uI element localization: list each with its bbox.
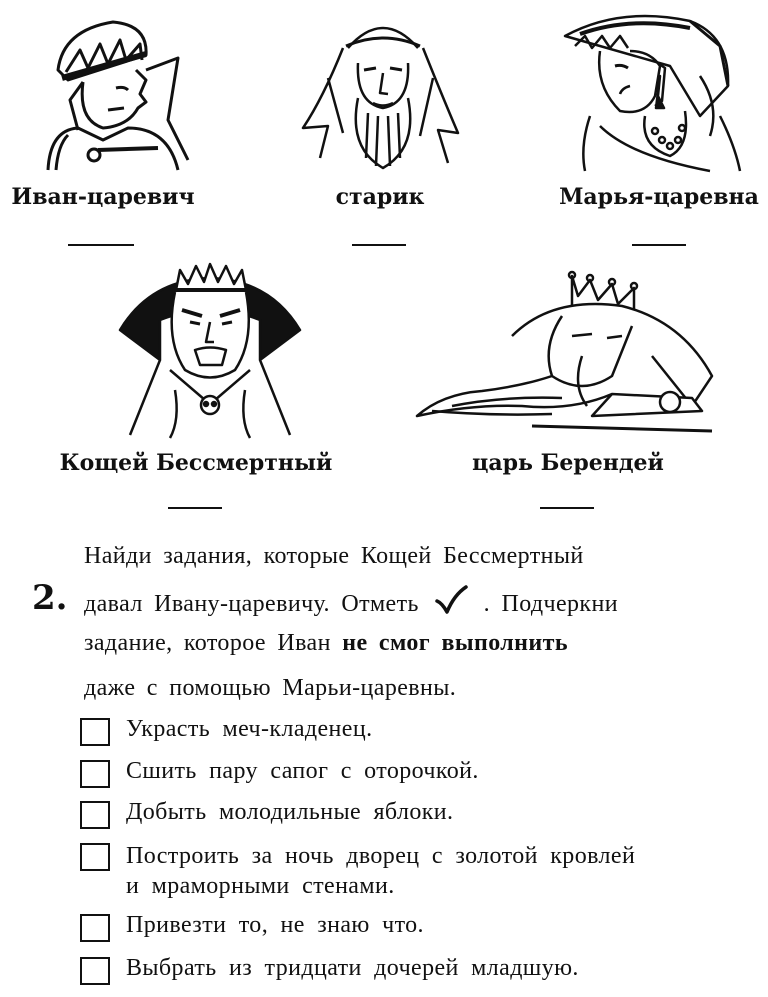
instruction-emphasis: не смог выполнить <box>342 630 568 656</box>
option-checkbox[interactable] <box>80 801 110 829</box>
instruction-line-2 <box>84 585 618 618</box>
option-checkbox[interactable] <box>80 760 110 788</box>
option-text: Украсть меч-кладенец. <box>126 716 373 742</box>
character-name-marya: Марья-царевна <box>559 184 759 210</box>
instruction-text: задание, которое Иван <box>84 630 331 656</box>
character-name-ivan: Иван-царевич <box>11 184 195 210</box>
instruction-text: . Подчеркни <box>483 591 618 617</box>
option-label[interactable] <box>126 758 479 785</box>
instruction-text: Найди задания, которые Кощей Бессмертный <box>84 543 584 569</box>
option-checkbox[interactable] <box>80 914 110 942</box>
instruction-line-1 <box>84 543 584 570</box>
option-label[interactable] <box>126 716 372 743</box>
answer-blank-koschei[interactable] <box>168 507 222 509</box>
princess-portrait-icon <box>560 6 760 176</box>
instruction-text: давал Ивану-царевичу. Отметь <box>84 591 419 617</box>
option-text: Добыть молодильные яблоки. <box>126 799 454 825</box>
option-label[interactable] <box>126 841 635 901</box>
answer-blank-ivan[interactable] <box>68 244 134 246</box>
option-text: Сшить пару сапог с оторочкой. <box>126 758 479 784</box>
checkmark-icon <box>434 585 468 615</box>
king-portrait-icon <box>412 266 722 436</box>
character-name-starik: старик <box>335 184 425 210</box>
answer-blank-starik[interactable] <box>352 244 406 246</box>
answer-blank-berendey[interactable] <box>540 507 594 509</box>
character-name-berendey: царь Берендей <box>472 450 664 476</box>
option-label[interactable] <box>126 955 579 982</box>
instruction-line-4 <box>84 675 456 702</box>
option-text: Выбрать из тридцати дочерей младшую. <box>126 955 579 981</box>
koschei-portrait-icon <box>110 260 310 440</box>
character-name-koschei: Кощей Бессмертный <box>59 450 333 476</box>
option-label[interactable] <box>126 799 453 826</box>
option-text-continued: и мраморными стенами. <box>126 873 395 899</box>
option-checkbox[interactable] <box>80 957 110 985</box>
option-checkbox[interactable] <box>80 718 110 746</box>
task-number: 2. <box>32 578 68 618</box>
option-label[interactable] <box>126 912 424 939</box>
prince-portrait-icon <box>28 10 193 175</box>
instruction-text: даже с помощью Марьи-царевны. <box>84 675 457 701</box>
option-text: Построить за ночь дворец с золотой кровлей <box>126 843 636 869</box>
old-man-portrait-icon <box>298 8 468 173</box>
option-checkbox[interactable] <box>80 843 110 871</box>
option-text: Привезти то, не знаю что. <box>126 912 424 938</box>
instruction-line-3 <box>84 630 568 657</box>
answer-blank-marya[interactable] <box>632 244 686 246</box>
